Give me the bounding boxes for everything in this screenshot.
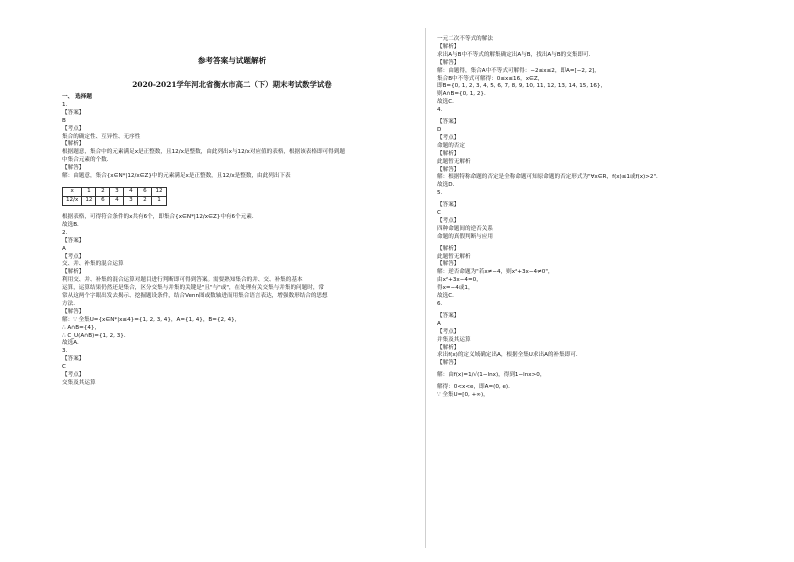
text-line: 【解析】 <box>62 269 85 276</box>
text-line: 【考点】 <box>62 125 85 132</box>
left-column <box>62 56 402 388</box>
column-divider <box>425 28 426 548</box>
text-line: 【答案】 <box>62 356 85 363</box>
table-cell: 12 <box>82 196 96 205</box>
text-line: 【解答】 <box>437 59 460 66</box>
text-line: A <box>62 245 66 252</box>
text-line: 并集及其运算 <box>437 336 471 343</box>
text-line: 1. <box>62 101 68 108</box>
text-line: 得x=−4或1， <box>437 285 474 292</box>
text-line: 【考点】 <box>62 372 85 379</box>
text-line: 一元二次不等式的解法 <box>437 36 493 42</box>
text-line: 【考点】 <box>62 253 85 260</box>
text-line: 解：由题意，集合{x∈N*|12/x∈Z}中的元素满足x是正整数，且12/x是整数，由此列出下表 <box>62 173 291 180</box>
text-line: ∴ A∩B={4}， <box>62 324 101 331</box>
table-cell: 4 <box>124 187 138 196</box>
text-line: 四种命题间的逆否关系 <box>437 225 493 232</box>
text-line: 【解析】 <box>437 344 460 351</box>
text-line: 集合的确定性、互异性、无序性 <box>62 133 141 140</box>
text-line: 命题的否定 <box>437 142 465 149</box>
text-line: 此题暂无解析 <box>437 253 471 260</box>
text-line: 故选D． <box>437 182 459 189</box>
text-line: 根据表格，可得符合条件的x共有6个，即集合{x∈N*|12/x∈Z}中有6个元素． <box>62 213 258 220</box>
doc-title: 参考答案与试题解析 <box>197 56 267 65</box>
text-line: 求出A与B中不等式的解集确定出A与B，找出A与B的交集即可． <box>437 51 595 58</box>
table-cell: 6 <box>138 187 152 196</box>
text-line: 【解答】 <box>437 166 460 173</box>
text-line: D <box>437 126 442 133</box>
text-line: 4. <box>437 107 443 114</box>
text-line: 【考点】 <box>437 328 460 335</box>
text-line: 【解析】 <box>437 150 460 157</box>
table-cell: 3 <box>124 196 138 205</box>
table-cell: 1 <box>152 196 166 205</box>
left-answer-text-continued <box>62 214 402 388</box>
table-cell: 4 <box>110 196 124 205</box>
text-line: 故选B． <box>62 221 83 228</box>
text-line: 方法． <box>62 300 79 307</box>
text-line: 常从这两个字眼出发去揭示、挖掘题设条件，结合Venn图或数轴进而用集合语言表达，增强数形结合的思想 <box>62 293 328 300</box>
text-line: 【答案】 <box>437 119 460 126</box>
text-line: 此题暂无解析 <box>437 158 471 165</box>
text-line: 则A∩B={0, 1, 2}． <box>437 91 490 98</box>
text-line: 命题的真假判断与应用 <box>437 233 493 240</box>
text-line: 解：∵ 全集U={x∈N*|x≤4}={1, 2, 3, 4}，A={1, 4}，B={2, 4}， <box>62 316 241 323</box>
text-line: 交、并、补集的混合运算 <box>62 261 124 268</box>
text-line: 【解析】 <box>437 245 460 252</box>
table-cell: 12/x <box>63 196 82 205</box>
text-line: 3. <box>62 348 68 355</box>
table-row <box>63 187 167 196</box>
text-line: B <box>62 117 66 124</box>
text-line: 解：根据特称命题的否定是全称命题可知原命题的否定形式为"∀x∈R，f(x)≤1或f(x)>2"． <box>437 174 662 181</box>
text-line: 解得：0<x<e，即A=(0, e)． <box>437 384 514 391</box>
value-table <box>62 187 167 206</box>
doc-subtitle: 2020-2021学年河北省衡水市高二（下）期末考试数学试卷 <box>132 80 332 89</box>
text-line: 2. <box>62 229 68 236</box>
text-line: 利用交、并、补集的混合运算对题目进行判断即可得到答案。需要熟知集合的并、交、补集的基本 <box>62 277 303 284</box>
right-answer-text <box>437 36 767 400</box>
text-line: 5. <box>437 190 443 197</box>
right-column <box>437 36 767 400</box>
text-line: 即B={0, 1, 2, 3, 4, 5, 6, 7, 8, 9, 10, 11, 12, 13, 14, 15, 16}， <box>437 83 607 90</box>
text-line: 中集合元素的个数． <box>62 157 113 164</box>
text-line: 【解析】 <box>437 43 460 50</box>
left-answer-text <box>62 102 402 181</box>
text-line: 【解答】 <box>62 308 85 315</box>
text-line: 故选C． <box>437 99 458 106</box>
text-line: 【考点】 <box>437 217 460 224</box>
text-line: 【答案】 <box>62 237 85 244</box>
text-line: 解：由题得，集合A中不等式可解得：−2≤x≤2，即A=[−2, 2]， <box>437 67 600 74</box>
text-line: 【答案】 <box>437 312 460 319</box>
table-cell: 2 <box>138 196 152 205</box>
text-line: 【解答】 <box>437 261 460 268</box>
text-line: 根据题意，集合中的元素满足x是正整数，且12/x是整数，由此列出x与12/x对应值的表格，根据该表格即可得到题 <box>62 149 345 156</box>
table-cell: 1 <box>82 187 96 196</box>
text-line: 【答案】 <box>437 202 460 209</box>
text-line: 解：由f(x)=1/√(1−lnx)，得到1−lnx>0， <box>437 372 546 379</box>
text-line: 求出f(x)的定义域确定出A，根据全集U求出A的补集即可． <box>437 352 582 359</box>
text-line: 集合B中不等式可解得：0≤x≤16，x∈Z， <box>437 75 544 82</box>
table-cell: 6 <box>96 196 110 205</box>
text-line: 【解答】 <box>437 360 460 367</box>
text-line: C <box>437 210 441 217</box>
table-row <box>63 196 167 205</box>
text-line: 【解析】 <box>62 141 85 148</box>
text-line: C <box>62 364 66 371</box>
text-line: ∵ 全集U=[0, +∞)， <box>437 392 489 399</box>
text-line: 交集及其运算 <box>62 380 96 386</box>
table-cell: 2 <box>96 187 110 196</box>
text-line: 由x²+3x−4=0， <box>437 277 482 284</box>
text-line: ∴ C_U(A∩B)={1, 2, 3}． <box>62 332 130 339</box>
table-cell: 12 <box>152 187 166 196</box>
text-line: 【考点】 <box>437 134 460 141</box>
section-heading: 一、 选择题 <box>62 94 92 100</box>
text-line: 【解答】 <box>62 165 85 172</box>
text-line: 故选A． <box>62 340 83 347</box>
text-line: 解：逆否命题为"若x≠−4，则x²+3x−4≠0"， <box>437 269 554 276</box>
text-line: 运算，运算结果仍然还是集合，区分交集与并集的关键是"且"与"或"，在处理有关交集与并集的问题时，常 <box>62 285 325 292</box>
text-line: 故选C． <box>437 293 458 300</box>
text-line: 6. <box>437 301 443 307</box>
text-line: 【答案】 <box>62 109 85 116</box>
table-cell: 3 <box>110 187 124 196</box>
table-cell: x <box>63 187 82 196</box>
text-line: A <box>437 320 441 327</box>
